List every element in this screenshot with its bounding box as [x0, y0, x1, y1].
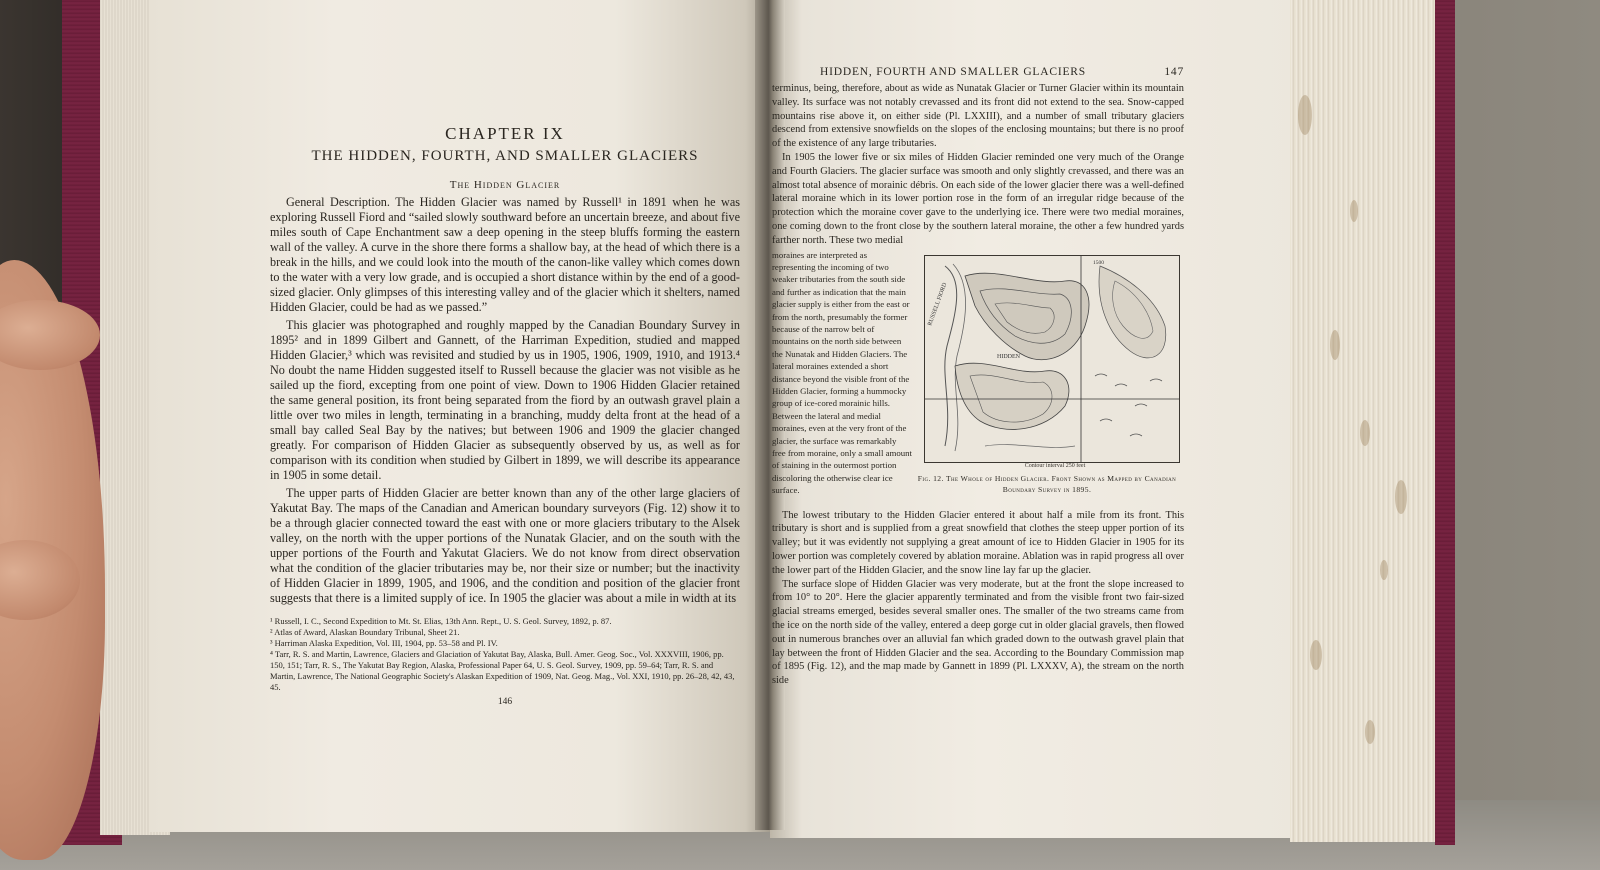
- page-stain: [1350, 200, 1358, 222]
- body-paragraph: General Description. The Hidden Glacier was named by Russell¹ in 1891 when he was exploring Russell Fiord and “sailed slowly southward before an uncertain breeze, and about five miles south of Cape Enchantment saw a deep opening in the steep bluffs forming the eastern wall of the valley. A curve in the shore there forms a shallow bay, at the head of which there is a break in the hills, and we could look into the mouth of the canon-like valley which comes down to the water with a very low grade, and is occupied a short distance within by the end of a good-sized glacier. Only glimpses of this interesting valley and of the glacier which it shelters, named Hidden Glacier, could be had as we passed.”: [270, 195, 740, 314]
- running-head: [772, 66, 1184, 82]
- page-number-left: 146: [497, 697, 513, 707]
- chapter-number: CHAPTER IX: [445, 124, 565, 143]
- map-label: RUSSELL FIORD: [927, 281, 949, 327]
- body-paragraph: terminus, being, therefore, about as wide as Nunatak Glacier or Turner Glacier within its mountain valley. Its surface was not notably crevassed and its front did not extend to the sea. Snow-capped mountains rise above it, on either side (Pl. LXXIII), and a number of small tributary glaciers descend from extensive snowfields on the slopes of the enclosing mountains; but there is no proof of the existence of any large tributaries.: [772, 83, 1184, 150]
- page-number-right: 147: [1164, 66, 1184, 78]
- page-edges-right: [1290, 0, 1440, 842]
- section-title: The Hidden Glacier: [449, 179, 561, 191]
- body-paragraph: The surface slope of Hidden Glacier was very moderate, but at the front the slope increased to from 10° to 20°. Here the glacier apparently terminated and from the visible front two fair-sized glacial streams emerged, besides several smaller ones. The smaller of the two streams came from the ice on the north side of the valley, entered a deep gorge cut in older glacial gravels, then flowed out in numerous branches over an alluvial fan which graded down to the outwash gravel plain that lay between the front of Hidden Glacier and the sea. According to the Boundary Commission map of 1895 (Fig. 12), and the map made by Gannett in 1899 (Pl. LXXXV, A), the stream on the north side: [772, 578, 1185, 687]
- body-paragraph: This glacier was photographed and roughly mapped by the Canadian Boundary Survey in 1895² and in 1899 Gilbert and Gannett, of the Harriman Expedition, studied and mapped Hidden Glacier,³ which was revisited and studied by us in 1905, 1906, 1909, 1910, and 1913.⁴ No doubt the name Hidden suggested itself to Russell because the glacier was not visible as he sailed up the fiord, excepting from one point of view. Down to 1906 Hidden Glacier retained the same general position, its front being separated from the fiord by an outwash gravel plain a little over two miles in length, terminating in a branching, muddy delta front at the head of a small bay called Seal Bay by the natives; but between 1906 and 1909 the glacier changed greatly. For comparison of Hidden Glacier as subsequently observed by us, as well as for comparison with its condition when studied by Gilbert in 1899, we will describe its appearance in 1905 in some detail.: [270, 318, 740, 482]
- body-paragraph: The upper parts of Hidden Glacier are better known than any of the other large glaciers of Yakutat Bay. The maps of the Canadian and American boundary surveyors (Fig. 12) show it to be a through glacier connected toward the east with one or more glaciers tributary to the Alsek valley, on the north with the upper portions of the Nunatak Glacier, and on the south with the upper portions of the Fourth and Yakutat Glaciers. We do not know from direct observation what the condition of the glacier tributaries may be, nor their size or number; but the inactivity of Hidden Glacier in 1899, 1905, and 1906, and the condition and position of the glacier front suggests that there is a limited supply of ice. In 1905 the glacier was about a mile in width at its: [270, 486, 740, 605]
- page-stain: [1360, 420, 1370, 446]
- body-paragraph: In 1905 the lower five or six miles of Hidden Glacier reminded one very much of the Orange and Fourth Glaciers. The glacier surface was smooth and only slightly crevassed, and there was an almost total absence of morainic débris. On each side of the lower glacier there was a well-defined lateral moraine which in its lower portion rose in the form of an irregular ridge because of the protection which the moraine cover gave to the underlying ice. There were two medial moraines, one coming down to the front close by the southern lateral moraine, the other a few hundred yards farther north. These two medial: [772, 151, 1184, 246]
- footnotes: [270, 616, 740, 693]
- running-head-title: HIDDEN, FOURTH AND SMALLER GLACIERS: [820, 66, 1086, 78]
- map-label: HIDDEN: [997, 353, 1020, 360]
- page-stain: [1330, 330, 1340, 360]
- figure-caption: Fig. 12. The Whole of Hidden Glacier. Front Shown as Mapped by Canadian Boundary Survey in 1895.: [917, 473, 1177, 494]
- page-stain: [1298, 95, 1312, 135]
- footnote: ³ Harriman Alaska Expedition, Vol. III, 1904, pp. 53–58 and Pl. IV.: [270, 638, 498, 648]
- left-page-text: [270, 120, 740, 707]
- chapter-title: THE HIDDEN, FOURTH, AND SMALLER GLACIERS: [311, 148, 699, 164]
- figure-block: [772, 249, 1184, 509]
- wrapped-paragraph: moraines are interpreted as representing the incoming of two weaker tributaries from the south side and further as indication that the main glacier supply is either from the east or from the north, presumably the former because of the narrow belt of mountains on the north side between the Nunatak and Hidden Glaciers. The lateral moraines extended a short distance beyond the visible front of the Hidden Glacier, forming a hummocky group of ice-cored morainic hills. Between the lateral and medial moraines, even at the very front of the glacier, the surface was remarkably free from moraine, only a small amount of staining in the outermost portion discoloring the otherwise clear ice surface.: [772, 249, 912, 496]
- right-page-text: [772, 66, 1184, 688]
- footnote: ⁴ Tarr, R. S. and Martin, Lawrence, Glaciers and Glaciation of Yakutat Bay, Alaska, Bull. Amer. Geog. Soc., Vol. XXXVIII, 1906, pp. 150, 151; Tarr, R. S., The Yakutat Bay Region, Alaska, Professional Paper 64, U. S. Geol. Survey, 1909, pp. 59–64; Tarr, R. S. and Martin, Lawrence, The National Geographic Society's Alaskan Expedition of 1909, Nat. Geog. Mag., Vol. XXI, 1910, pp. 26–28, 42, 43, 45.: [270, 649, 735, 692]
- book-cover-right: [1435, 0, 1455, 845]
- body-paragraph: The lowest tributary to the Hidden Glacier entered it about half a mile from its front. This tributary is short and is supplied from a great snowfield that clothes the steep upper portion of its valley; but it was evidently not supplying a great amount of ice to Hidden Glacier in 1905 for its lower portion was completely covered by ablation moraine. Ablation was in rapid progress all over the lower part of the Hidden Glacier, and the snow line lay far up the glacier.: [772, 509, 1184, 576]
- page-stain: [1395, 480, 1407, 514]
- contour-map-graphic: [925, 256, 1179, 462]
- page-stain: [1380, 560, 1388, 580]
- page-stain: [1310, 640, 1322, 670]
- footnote: ² Atlas of Award, Alaskan Boundary Tribunal, Sheet 21.: [270, 627, 460, 637]
- map-scale-label: Contour interval 250 feet: [1024, 462, 1086, 469]
- glacier-map: [924, 255, 1180, 463]
- footnote: ¹ Russell, I. C., Second Expedition to Mt. St. Elias, 13th Ann. Rept., U. S. Geol. Survey, 1892, p. 87.: [270, 616, 612, 626]
- page-stain: [1365, 720, 1375, 744]
- map-label: 1500: [1093, 259, 1104, 266]
